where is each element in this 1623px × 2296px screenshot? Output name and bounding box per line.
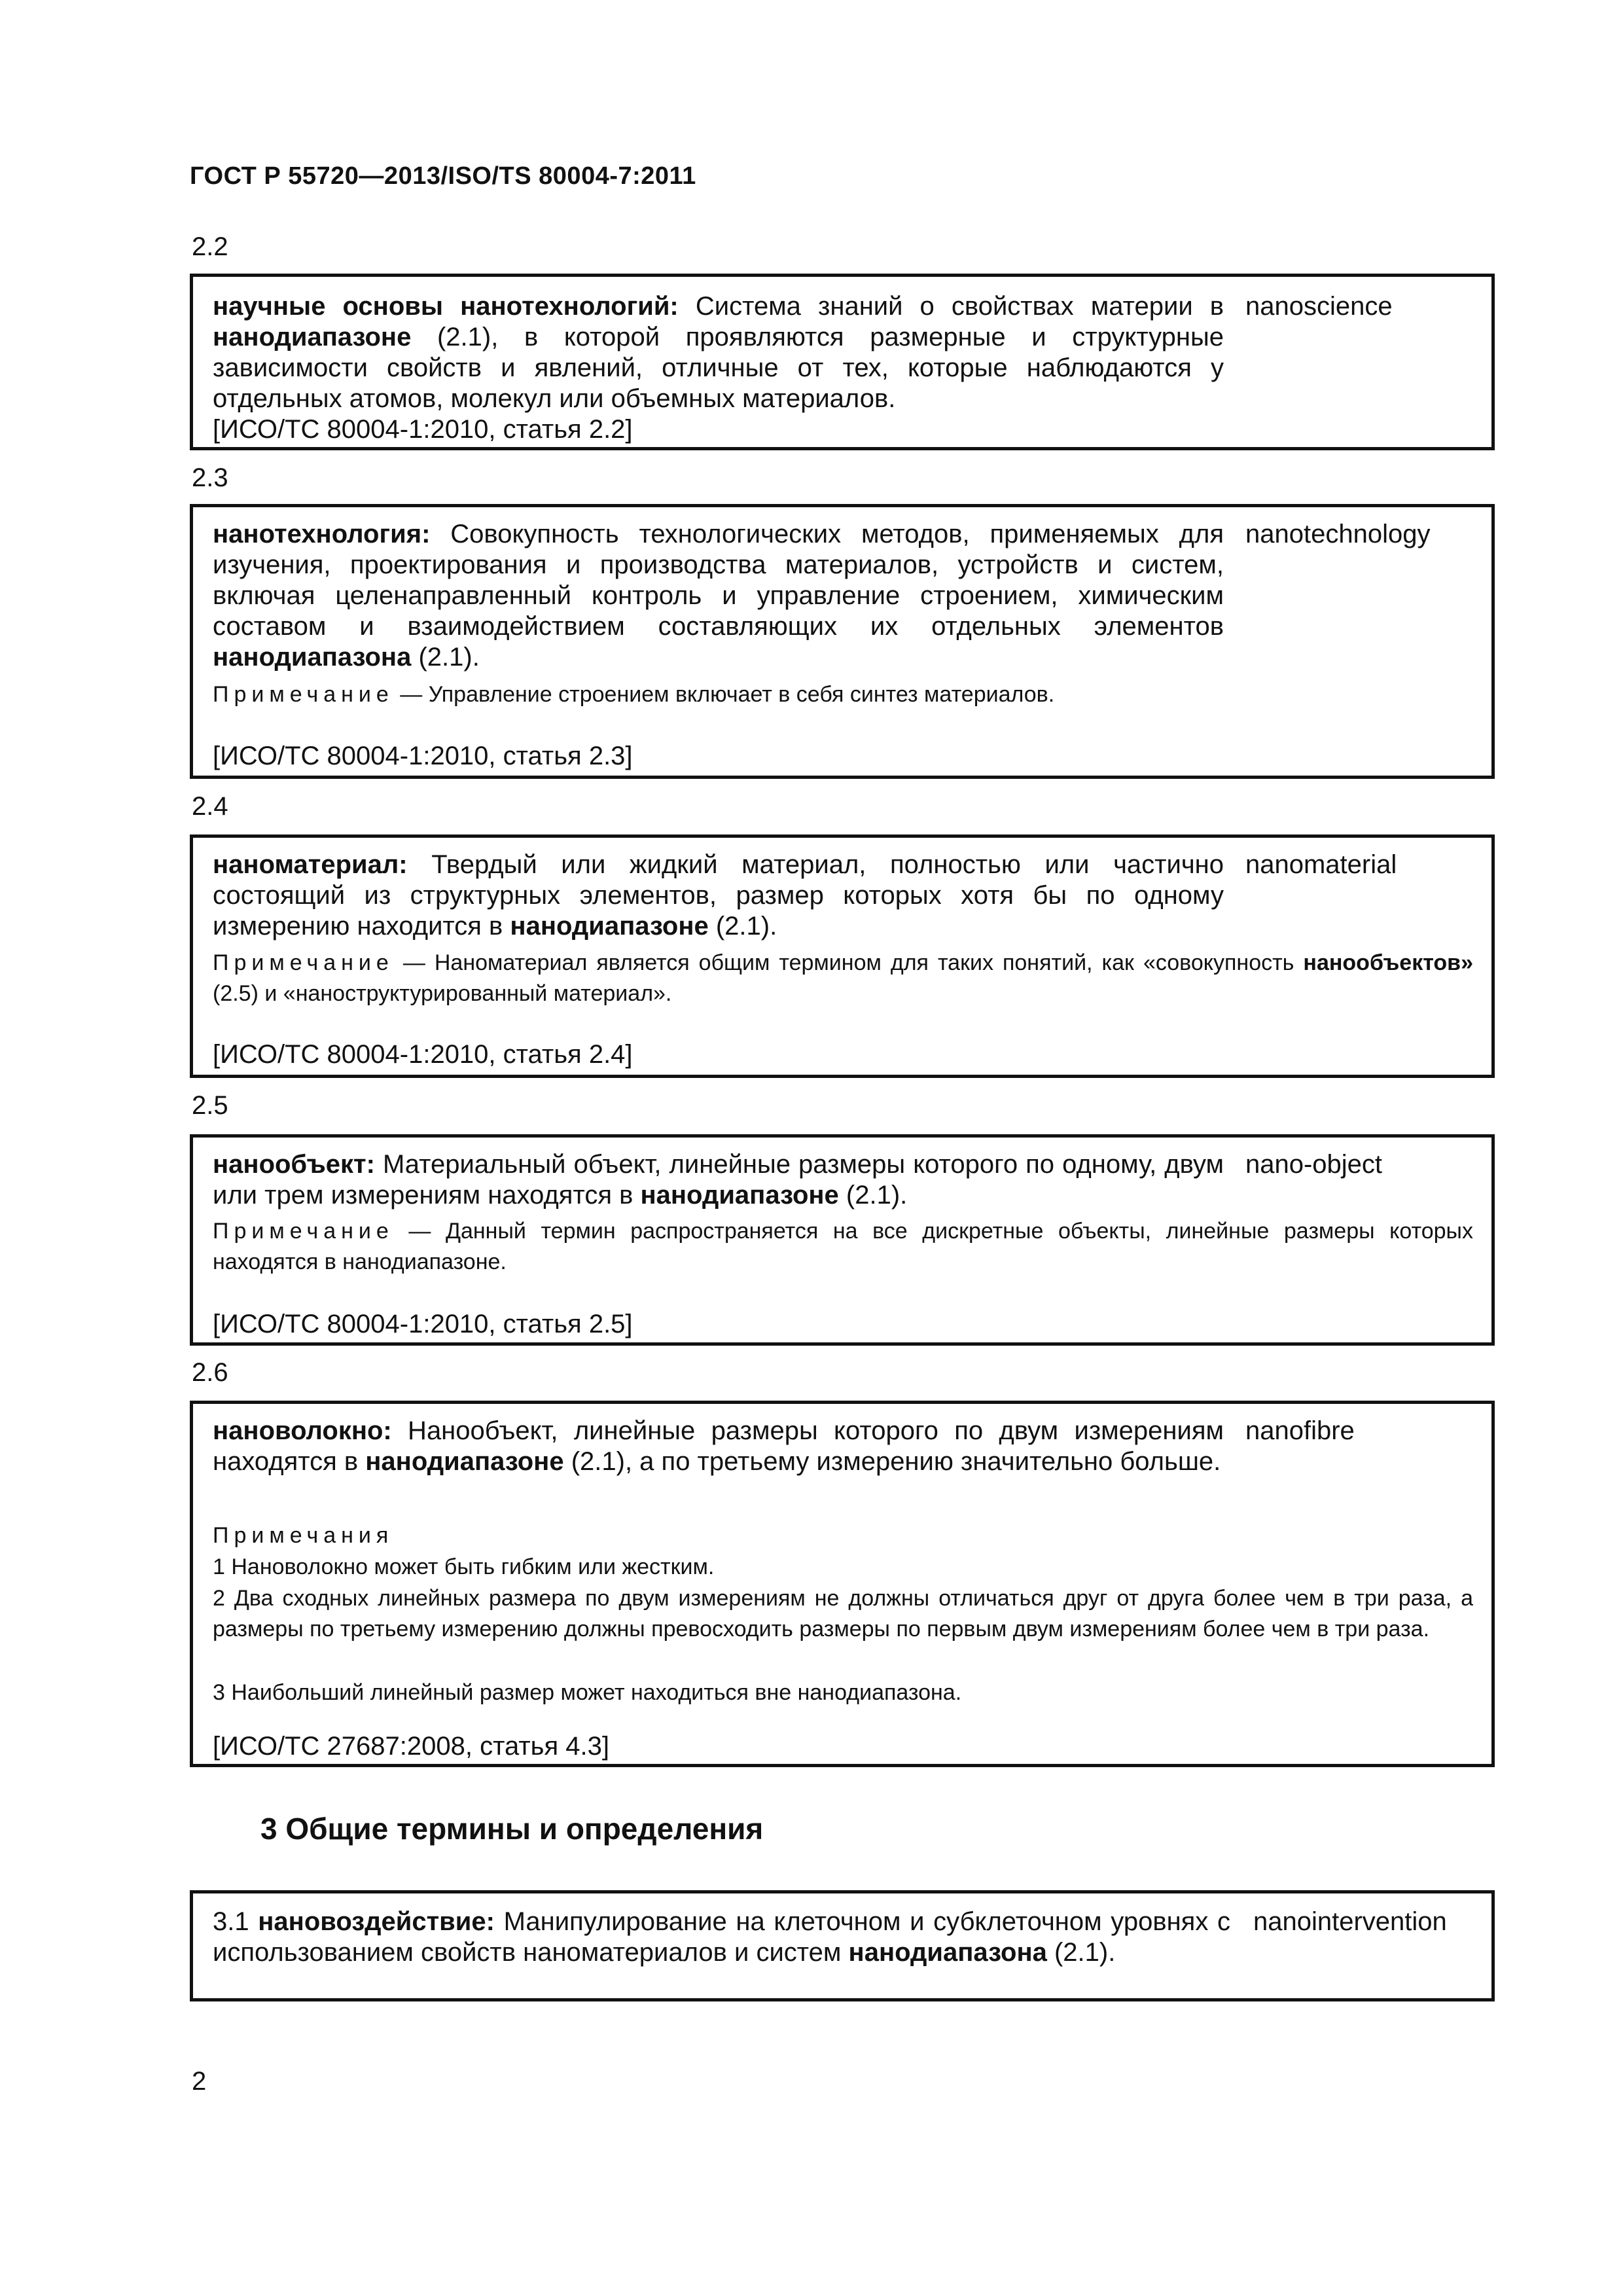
note-item: 2 Два сходных линейных размера по двум измерениям не должны отличаться друг от друга более чем в три раза, а размеры по третьему измерению должны превосходить размеры по первым двум измерениям более чем в три раза. bbox=[213, 1586, 1473, 1641]
term-definition: 3.1 нановоздействие: Манипулирование на клеточном и субклеточном уровнях с использованием свойств наноматериалов и систем нанодиапазона (2.1). bbox=[213, 1907, 1230, 1967]
term-definition: научные основы нанотехнологий: Система знаний о свойствах материи в нанодиапазоне (2.1), в которой проявляются размерные и структурные зависимости свойств и явлений, отличные от тех, которые наблюдаются у отдельных атомов, молекул или объемных материалов. bbox=[213, 292, 1224, 413]
source-reference: [ИСО/ТС 80004-1:2010, статья 2.5] bbox=[213, 1310, 633, 1338]
term-reference: нанодиапазоне bbox=[213, 323, 412, 351]
note-label: Примечание bbox=[213, 950, 394, 975]
term-note: Примечание — Наноматериал является общим термином для таких понятий, как «совокупность нанообъектов» (2.5) и «наноструктурированный материал». bbox=[213, 950, 1473, 1006]
term-entry-box bbox=[190, 1134, 1495, 1346]
term-reference: нанодиапазона bbox=[213, 643, 412, 672]
english-equivalent: nanofibre bbox=[1245, 1416, 1355, 1445]
term-reference: нанодиапазоне bbox=[510, 912, 709, 941]
term-entry-box bbox=[190, 1401, 1495, 1767]
note-label: Примечание bbox=[213, 1219, 394, 1244]
entry-number: 3.1 bbox=[213, 1907, 249, 1936]
note-label: Примечание bbox=[213, 682, 394, 707]
term-note: Примечание — Данный термин распространяется на все дискретные объекты, линейные размеры которых находятся в нанодиапазоне. bbox=[213, 1219, 1473, 1274]
note-item: 1 Нановолокно может быть гибким или жестким. bbox=[213, 1554, 715, 1579]
term-definition: наноматериал: Твердый или жидкий материал, полностью или частично состоящий из структурных элементов, размер которых хотя бы по одному измерению находится в нанодиапазоне (2.1). bbox=[213, 850, 1224, 941]
section-title: 3 Общие термины и определения bbox=[260, 1812, 764, 1846]
entry-number: 2.2 bbox=[192, 232, 228, 261]
english-equivalent: nanotechnology bbox=[1245, 520, 1431, 548]
source-reference: [ИСО/ТС 80004-1:2010, статья 2.4] bbox=[213, 1040, 633, 1069]
term-name: нанотехнология: bbox=[213, 520, 431, 548]
term-name: научные основы нанотехнологий: bbox=[213, 292, 679, 321]
source-reference: [ИСО/ТС 27687:2008, статья 4.3] bbox=[213, 1732, 609, 1761]
term-name: нановолокно: bbox=[213, 1416, 392, 1445]
entry-number: 2.4 bbox=[192, 792, 228, 821]
term-name: нанообъект: bbox=[213, 1150, 375, 1179]
note-item: 3 Наибольший линейный размер может находиться вне нанодиапазона. bbox=[213, 1680, 962, 1705]
term-name: наноматериал: bbox=[213, 850, 408, 879]
term-reference: нанодиапазона bbox=[848, 1938, 1047, 1967]
source-reference: [ИСО/ТС 80004-1:2010, статья 2.3] bbox=[213, 742, 633, 770]
entry-number: 2.5 bbox=[192, 1091, 228, 1120]
term-reference: нанодиапазоне bbox=[365, 1447, 564, 1476]
term-definition: нанотехнология: Совокупность технологических методов, применяемых для изучения, проектирования и производства материалов, устройств и систем, включая целенаправленный контроль и управление строением, химическим составом и взаимодействием составляющих их отдельных элементов нанодиапазона (2.1). bbox=[213, 520, 1224, 672]
term-reference: нанодиапазоне bbox=[640, 1181, 839, 1210]
document-header: ГОСТ Р 55720—2013/ISO/TS 80004-7:2011 bbox=[190, 162, 696, 190]
english-equivalent: nano-object bbox=[1245, 1150, 1383, 1179]
term-note: Примечание — Управление строением включает в себя синтез материалов. bbox=[213, 682, 1055, 707]
english-equivalent: nanoscience bbox=[1245, 292, 1393, 321]
english-equivalent: nanomaterial bbox=[1245, 850, 1397, 879]
page-number: 2 bbox=[192, 2067, 207, 2096]
term-definition: нановолокно: Нанообъект, линейные размеры которого по двум измерениям находятся в нанодиапазоне (2.1), а по третьему измерению значительно больше. bbox=[213, 1416, 1224, 1476]
english-equivalent: nanointervention bbox=[1253, 1907, 1447, 1936]
source-reference: [ИСО/ТС 80004-1:2010, статья 2.2] bbox=[213, 415, 633, 444]
notes-heading: Примечания bbox=[213, 1523, 394, 1548]
term-entry-box bbox=[190, 1890, 1495, 2001]
term-definition: нанообъект: Материальный объект, линейные размеры которого по одному, двум или трем измерениям находятся в нанодиапазоне (2.1). bbox=[213, 1150, 1224, 1210]
term-name: нановоздействие: bbox=[258, 1907, 495, 1936]
term-entry-box bbox=[190, 834, 1495, 1078]
term-entry-box bbox=[190, 504, 1495, 779]
entry-number: 2.6 bbox=[192, 1358, 228, 1387]
term-entry-box bbox=[190, 274, 1495, 450]
entry-number: 2.3 bbox=[192, 463, 228, 492]
